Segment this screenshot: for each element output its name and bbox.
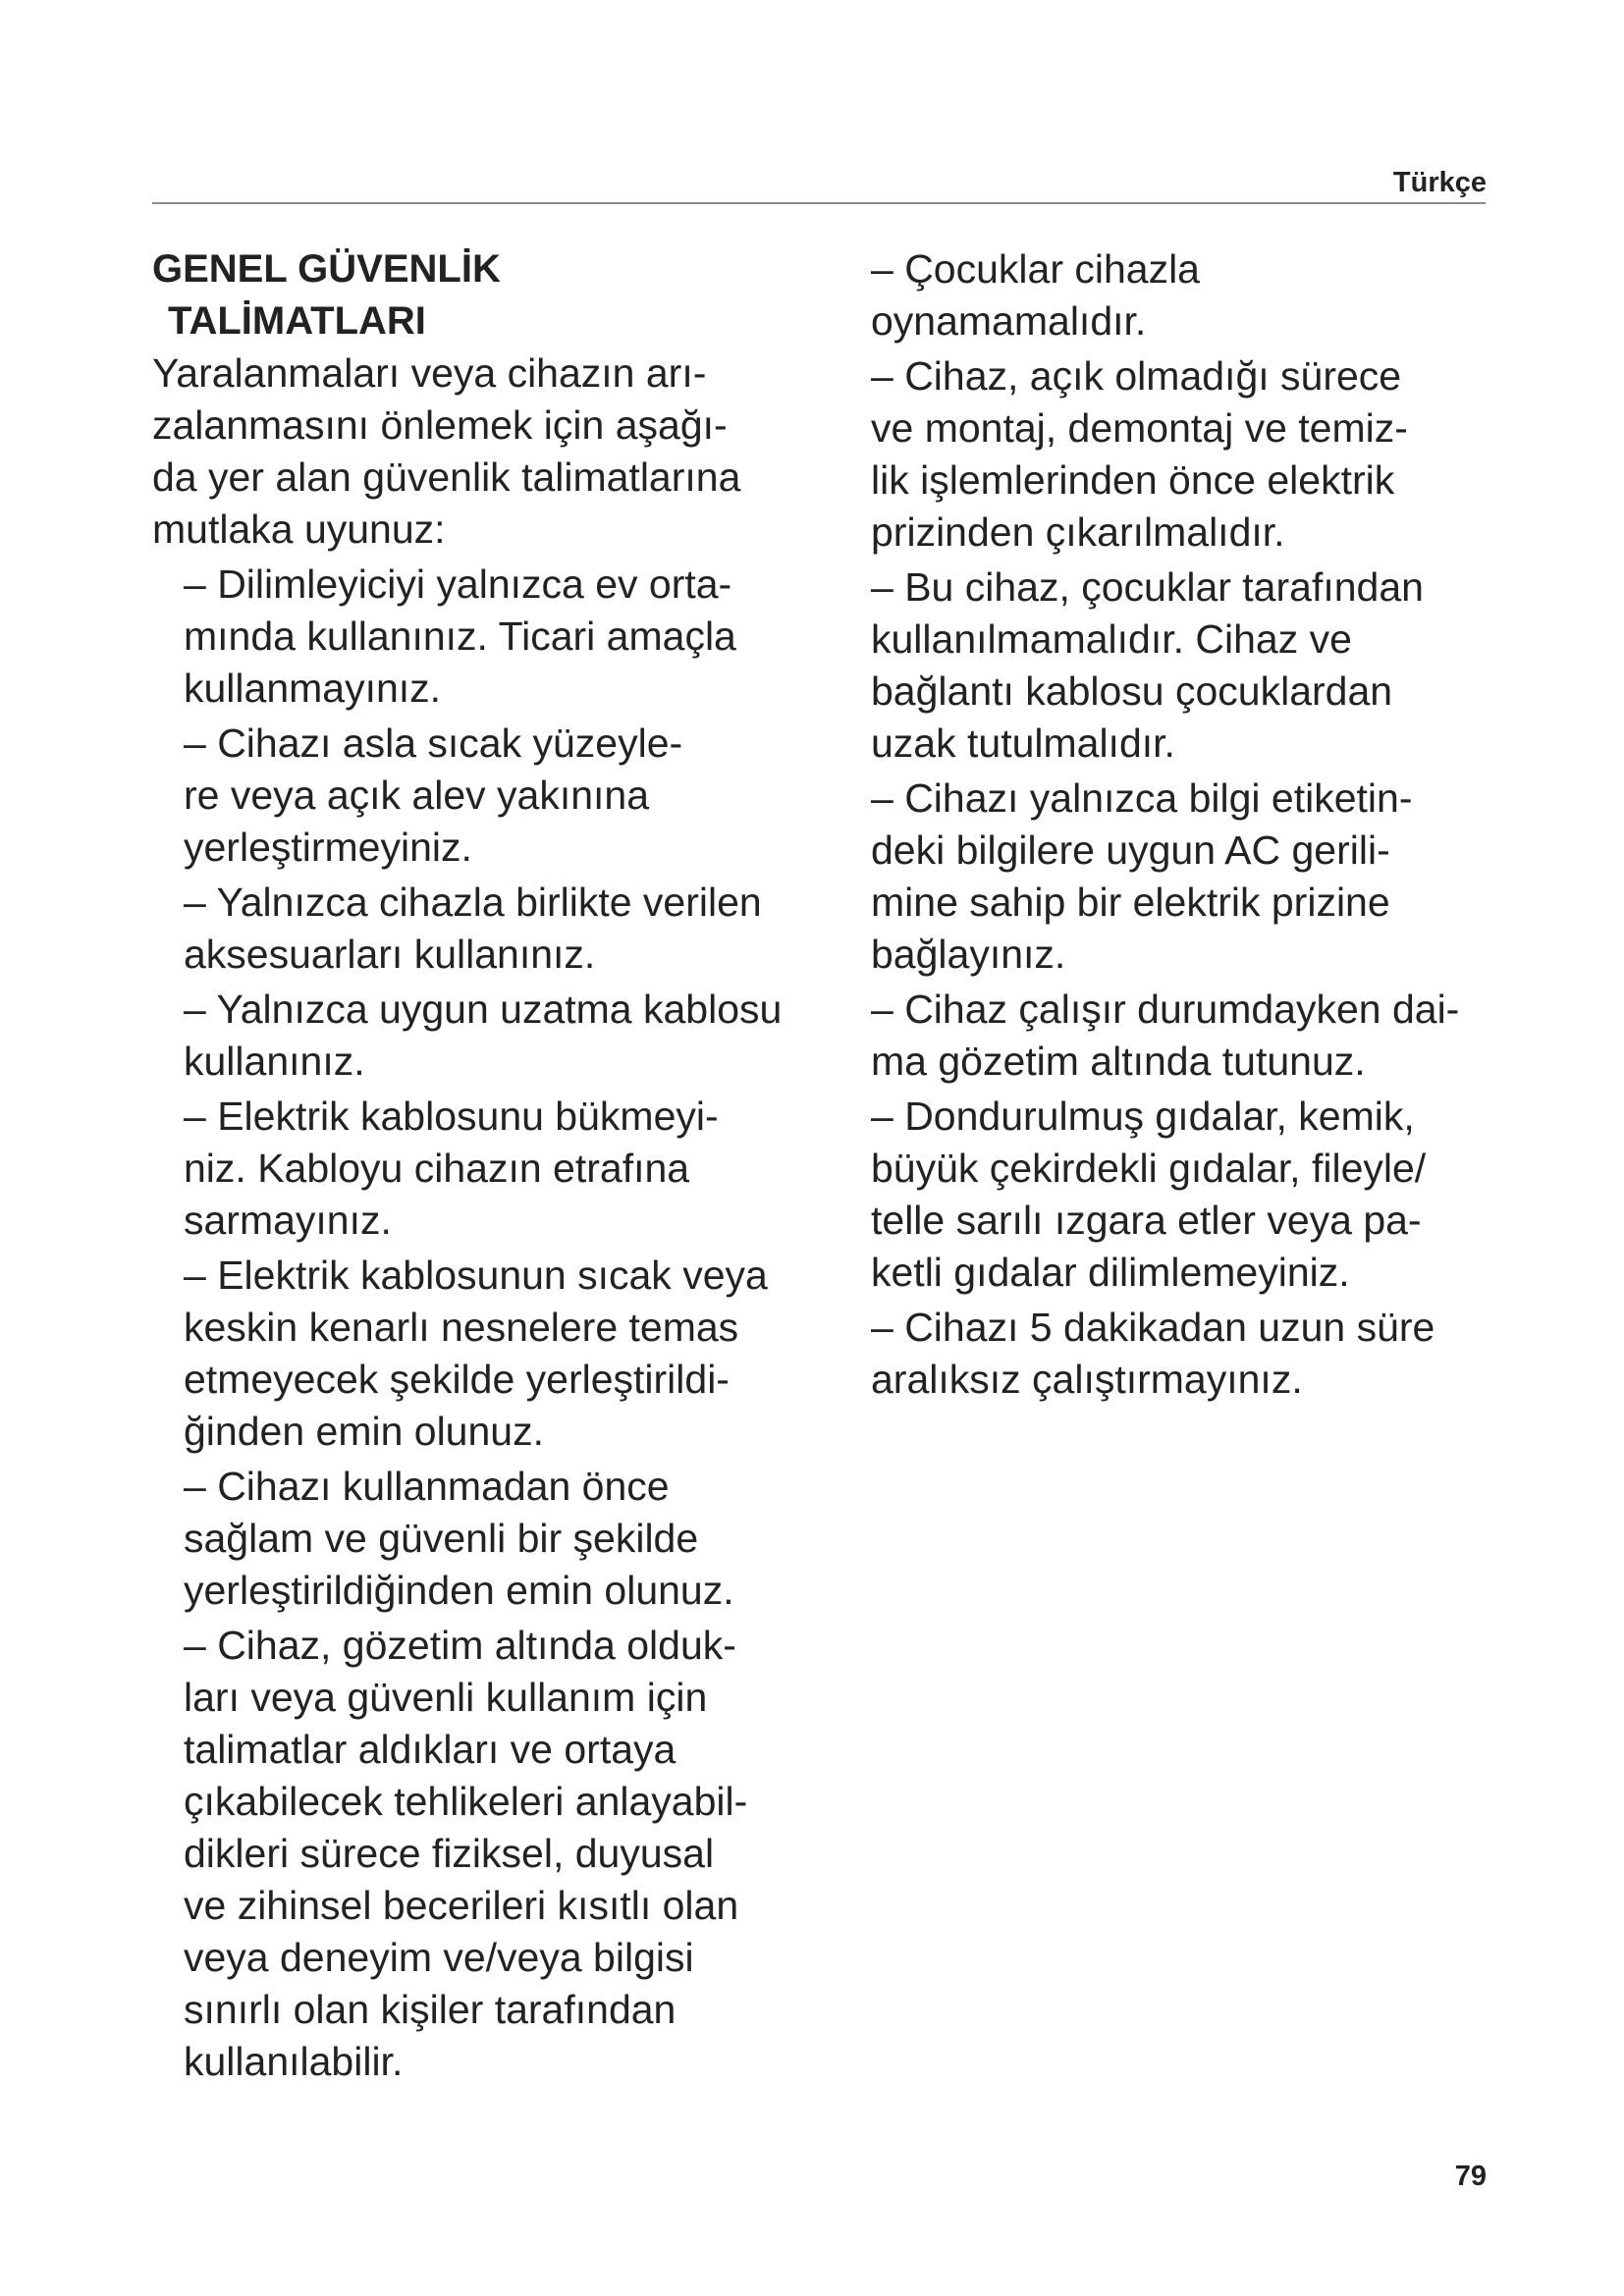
text-line: – Çocuklar cihazla <box>871 246 1200 292</box>
text-line: sınırlı olan kişiler tarafından <box>184 1987 677 2032</box>
text-line: zalanmasını önlemek için aşağı- <box>152 402 728 448</box>
text-line: ve montaj, demontaj ve temiz- <box>871 405 1408 451</box>
page-number: 79 <box>1454 2161 1487 2192</box>
safety-item <box>152 718 859 874</box>
safety-item <box>871 243 1539 347</box>
safety-item <box>871 1091 1539 1299</box>
left-column <box>152 243 859 2091</box>
text-line: – Elektrik kablosunu bükmeyi- <box>184 1094 719 1139</box>
text-line: sağlam ve güvenli bir şekilde <box>184 1516 699 1561</box>
safety-item <box>871 1302 1539 1406</box>
text-line: lik işlemlerinden önce elektrik <box>871 457 1395 503</box>
text-line: etmeyecek şekilde yerleştirildi- <box>184 1357 730 1402</box>
text-line: – Bu cihaz, çocuklar tarafından <box>871 564 1424 610</box>
text-line: ve zihinsel becerileri kısıtlı olan <box>184 1883 739 1928</box>
text-line: yerleştirmeyiniz. <box>184 825 472 870</box>
safety-item <box>152 877 859 981</box>
text-line: oynamamalıdır. <box>871 298 1147 344</box>
text-line: – Cihaz, açık olmadığı sürece <box>871 353 1402 399</box>
text-line: veya deneyim ve/veya bilgisi <box>184 1935 694 1980</box>
text-line: ğinden emin olunuz. <box>184 1409 544 1454</box>
text-line: telle sarılı ızgara etler veya pa- <box>871 1198 1422 1243</box>
text-line: talimatlar aldıkları ve ortaya <box>184 1727 677 1772</box>
text-line: – Cihazı asla sıcak yüzeyle- <box>184 721 683 766</box>
intro-paragraph <box>152 347 859 556</box>
text-line: ketli gıdalar dilimlemeyiniz. <box>871 1250 1350 1295</box>
text-line: deki bilgilere uygun AC gerili- <box>871 828 1390 873</box>
text-line: bağlantı kablosu çocuklardan <box>871 668 1393 714</box>
text-line: dikleri sürece fiziksel, duyusal <box>184 1831 715 1876</box>
text-line: – Cihaz çalışır durumdayken dai- <box>871 987 1460 1032</box>
text-line: aksesuarları kullanınız. <box>184 932 596 977</box>
text-line: – Elektrik kablosunun sıcak veya <box>184 1253 768 1298</box>
text-line: sarmayınız. <box>184 1198 392 1243</box>
text-line: – Cihazı yalnızca bilgi etiketin- <box>871 775 1413 821</box>
text-line: – Yalnızca uygun uzatma kablosu <box>184 987 783 1032</box>
text-line: ları veya güvenli kullanım için <box>184 1675 708 1720</box>
header-divider <box>152 202 1486 204</box>
text-line: çıkabilecek tehlikeleri anlayabil- <box>184 1779 748 1824</box>
text-line: Yaralanmaları veya cihazın arı- <box>152 350 707 396</box>
header-language: Türkçe <box>1392 167 1487 198</box>
safety-item <box>152 1250 859 1458</box>
text-line: mında kullanınız. Ticari amaçla <box>184 614 736 659</box>
safety-item <box>871 561 1539 770</box>
safety-item <box>152 984 859 1088</box>
heading-line: GENEL GÜVENLİK <box>152 247 501 291</box>
text-line: mine sahip bir elektrik prizine <box>871 880 1390 925</box>
safety-item <box>871 984 1539 1088</box>
text-line: – Yalnızca cihazla birlikte verilen <box>184 880 762 925</box>
text-line: kullanılmamalıdır. Cihaz ve <box>871 616 1352 662</box>
text-line: – Dondurulmuş gıdalar, kemik, <box>871 1094 1415 1139</box>
text-line: re veya açık alev yakınına <box>184 773 650 818</box>
safety-item <box>152 1461 859 1617</box>
right-column <box>871 243 1539 1409</box>
text-line: – Cihazı kullanmadan önce <box>184 1464 670 1509</box>
text-line: aralıksız çalıştırmayınız. <box>871 1357 1303 1402</box>
text-line: bağlayınız. <box>871 932 1066 977</box>
text-line: – Dilimleyiciyi yalnızca ev orta- <box>184 561 732 607</box>
text-line: kullanılabilir. <box>184 2039 404 2084</box>
text-line: kullanınız. <box>184 1039 365 1084</box>
text-line: da yer alan güvenlik talimatlarına <box>152 454 741 500</box>
text-line: – Cihazı 5 dakikadan uzun süre <box>871 1305 1435 1350</box>
text-line: keskin kenarlı nesnelere temas <box>184 1305 739 1350</box>
text-line: mutlaka uyunuz: <box>152 507 446 552</box>
safety-item <box>152 559 859 715</box>
text-line: – Cihaz, gözetim altında olduk- <box>184 1623 736 1668</box>
text-line: yerleştirildiğinden emin olunuz. <box>184 1568 734 1613</box>
text-line: uzak tutulmalıdır. <box>871 721 1175 766</box>
text-line: niz. Kabloyu cihazın etrafına <box>184 1146 690 1191</box>
section-heading <box>152 243 859 347</box>
safety-item <box>871 350 1539 559</box>
safety-item <box>871 773 1539 981</box>
text-line: büyük çekirdekli gıdalar, fileyle/ <box>871 1146 1427 1191</box>
text-line: kullanmayınız. <box>184 666 442 711</box>
text-line: prizinden çıkarılmalıdır. <box>871 509 1285 555</box>
safety-item <box>152 1620 859 2088</box>
safety-item <box>152 1091 859 1247</box>
heading-line: TALİMATLARI <box>168 299 426 343</box>
text-line: ma gözetim altında tutunuz. <box>871 1039 1366 1084</box>
